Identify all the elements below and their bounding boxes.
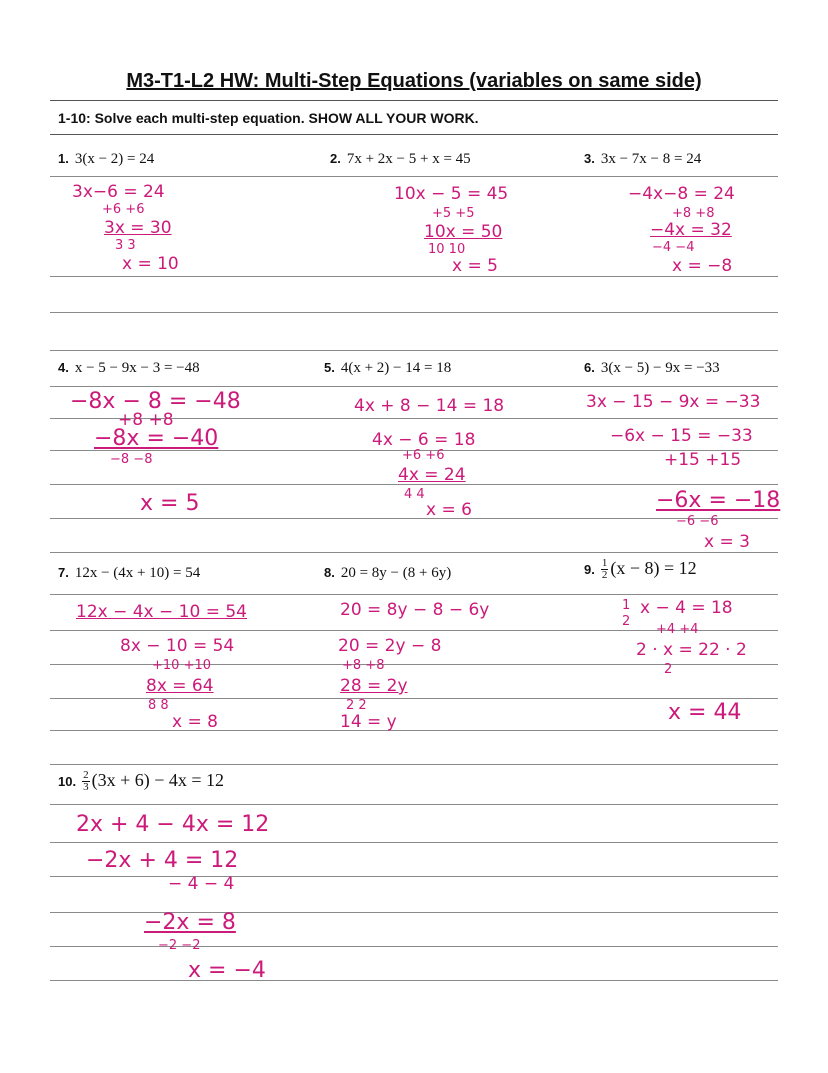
ruled-line [50,386,778,387]
instructions: 1-10: Solve each multi-step equation. SHOW ALL YOUR WORK. [58,110,479,126]
work-line: −4x = 32 [650,220,732,240]
ruled-line [50,518,778,519]
fraction [82,770,90,793]
work-line: 14 = y [340,712,397,732]
work-line: +5 +5 [432,206,475,221]
ruled-line [50,176,778,177]
work-line: 8x − 10 = 54 [120,636,235,656]
problem-number: 4. [58,360,69,375]
problem-2 [330,151,471,168]
work-line: x = 8 [172,712,218,732]
fraction-denominator: 3 [83,781,89,794]
work-line: 8 8 [148,698,169,713]
work-line: −8x − 8 = −48 [70,389,241,414]
work-line: 4 4 [404,487,425,502]
ruled-line [50,842,778,843]
work-line: +6 +6 [402,448,445,463]
problem-4 [58,360,200,377]
title-rule [50,100,778,101]
problem-number: 2. [330,151,341,166]
work-line: 2x + 4 − 4x = 12 [76,812,270,837]
work-line: x = −4 [188,958,266,983]
ruled-line [50,350,778,351]
work-line: −2x + 4 = 12 [86,848,239,873]
work-line: 3x−6 = 24 [72,182,165,202]
ruled-line [50,980,778,981]
work-line: +15 +15 [664,450,742,470]
fraction-denominator: 2 [601,569,608,582]
work-line: 4x + 8 − 14 = 18 [354,396,505,416]
work-line: 10 10 [428,242,466,257]
work-line: +8 +8 [118,410,174,430]
work-line: −6 −6 [676,514,719,529]
work-line: 4x = 24 [398,465,466,485]
equation: 3(x − 5) − 9x = −33 [600,360,720,376]
work-line: 1 [622,598,631,613]
equation: x − 5 − 9x − 3 = −48 [74,360,200,376]
problem-number: 7. [58,565,69,580]
ruled-line [50,764,778,765]
instructions-rule [50,134,778,135]
problem-9 [584,558,697,581]
work-line: −2 −2 [158,938,201,953]
work-line: 2 2 [346,698,367,713]
problem-10 [58,770,224,793]
equation: 3x − 7x − 8 = 24 [600,151,702,167]
ruled-line [50,804,778,805]
work-line: 2 · x = 22 · 2 [636,640,747,660]
work-line: +8 +8 [672,206,715,221]
work-line: −2x = 8 [144,910,236,935]
fraction-numerator: 2 [83,769,89,782]
problem-number: 1. [58,151,69,166]
work-line: x = 10 [122,254,179,274]
problem-7 [58,565,200,582]
ruled-line [50,276,778,277]
work-line: x = 6 [426,500,472,520]
work-line: x = 5 [140,491,200,516]
work-line: −8 −8 [110,452,153,467]
work-line: x = 3 [704,532,750,552]
work-line: 3x − 15 − 9x = −33 [586,392,761,412]
work-line: −6x = −18 [656,488,781,513]
ruled-line [50,730,778,731]
problem-1 [58,151,154,168]
work-line: 8x = 64 [146,676,214,696]
work-line: x = 5 [452,256,498,276]
problem-number: 6. [584,360,595,375]
work-line: 2 [622,614,631,629]
work-line: 20 = 2y − 8 [338,636,442,656]
work-line: −4 −4 [652,240,695,255]
work-line: 10x − 5 = 45 [394,184,509,204]
problem-number: 8. [324,565,335,580]
page-title: M3-T1-L2 HW: Multi-Step Equations (variables on same side) [126,70,702,92]
equation: 3(x − 2) = 24 [74,151,155,167]
work-line: −8x = −40 [94,426,219,451]
problem-number: 5. [324,360,335,375]
work-line: 28 = 2y [340,676,408,696]
ruled-line [50,552,778,553]
work-line: 12x − 4x − 10 = 54 [76,602,247,622]
work-line: +10 +10 [152,658,212,673]
work-line: 2 [664,662,673,677]
work-line: −6x − 15 = −33 [610,426,753,446]
equation: 12x − (4x + 10) = 54 [74,565,201,581]
work-line: +4 +4 [656,622,699,637]
problem-number: 3. [584,151,595,166]
equation: (3x + 6) − 4x = 12 [91,770,225,790]
work-line: −4x−8 = 24 [628,184,735,204]
work-line: +8 +8 [342,658,385,673]
ruled-line [50,876,778,877]
problem-6 [584,360,720,377]
fraction [601,558,609,581]
work-line: +6 +6 [102,202,145,217]
work-line: 4x − 6 = 18 [372,430,476,450]
equation: 20 = 8y − (8 + 6y) [340,565,452,581]
problem-3 [584,151,701,168]
work-line: x − 4 = 18 [640,598,733,618]
problem-5 [324,360,451,377]
work-line: 20 = 8y − 8 − 6y [340,600,490,620]
work-line: − 4 − 4 [168,874,235,894]
ruled-line [50,312,778,313]
ruled-line [50,594,778,595]
work-line: x = −8 [672,256,733,276]
work-line: x = 44 [668,700,742,725]
work-line: 3x = 30 [104,218,172,238]
problem-number: 10. [58,774,77,789]
equation: 4(x + 2) − 14 = 18 [340,360,452,376]
fraction-numerator: 1 [601,557,608,570]
equation: 7x + 2x − 5 + x = 45 [346,151,471,167]
problem-8 [324,565,451,582]
work-line: 10x = 50 [424,222,503,242]
problem-number: 9. [584,562,595,577]
work-line: 3 3 [115,238,136,253]
equation: (x − 8) = 12 [610,558,697,578]
